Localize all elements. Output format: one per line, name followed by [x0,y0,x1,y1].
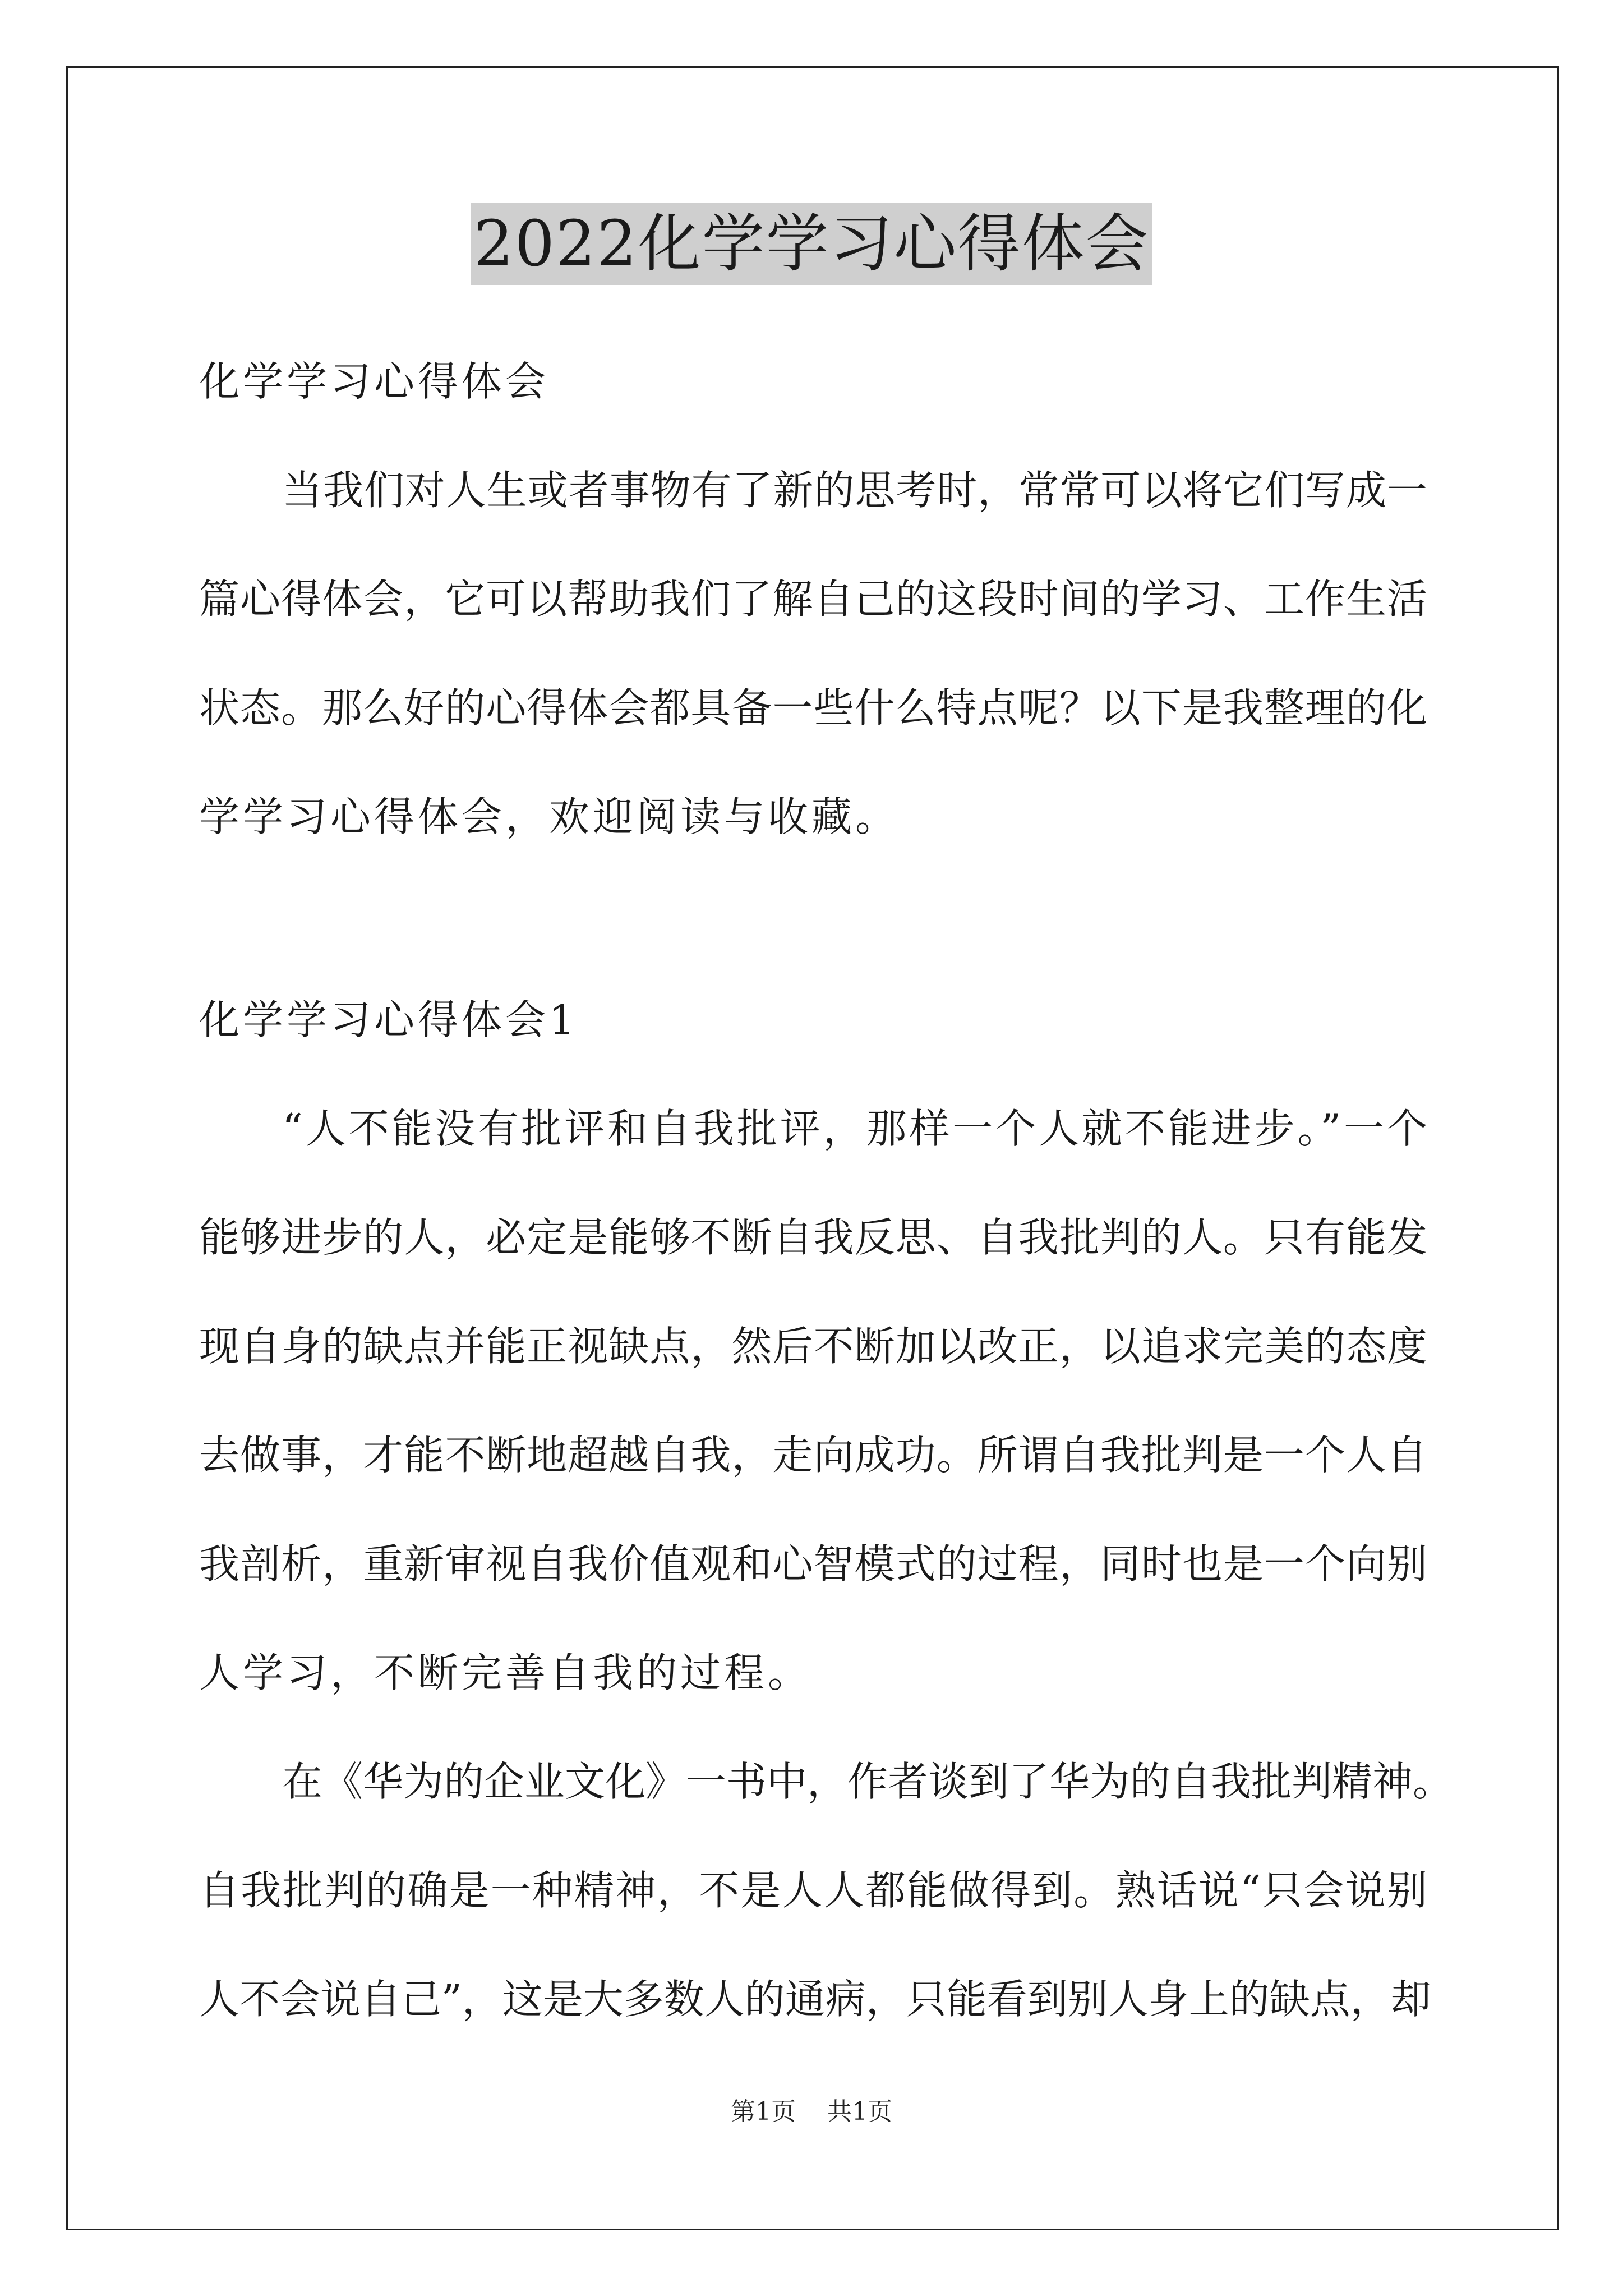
section1-paragraph-line: 能够进步的人，必定是能够不断自我反思、自我批判的人。只有能发 [199,1214,1427,1261]
page-total: 共1页 [827,2097,892,2126]
intro-paragraph-line: 学学习心得体会，欢迎阅读与收藏。 [199,793,900,840]
intro-paragraph-line: 状态。那么好的心得体会都具备一些什么特点呢？以下是我整理的化 [199,684,1427,731]
intro-heading: 化学学习心得体会 [199,358,550,405]
section1-paragraph-line: 现自身的缺点并能正视缺点，然后不断加以改正，以追求完美的态度 [199,1323,1427,1370]
section1-paragraph-line: 我剖析，重新审视自我价值观和心智模式的过程，同时也是一个向别 [199,1540,1427,1588]
intro-paragraph-line: 篇心得体会，它可以帮助我们了解自己的这段时间的学习、工作生活 [199,576,1427,623]
section1-paragraph-line: “人不能没有批评和自我批评，那样一个人就不能进步。”一个 [282,1105,1427,1152]
document-title-text: 2022化学学习心得体会 [471,203,1151,285]
section1-paragraph-line: 人学习，不断完善自我的过程。 [199,1649,812,1696]
section1-paragraph-line: 去做事，才能不断地超越自我，走向成功。所谓自我批判是一个人自 [199,1432,1427,1479]
section1-heading: 化学学习心得体会1 [199,996,578,1043]
page-number: 第1页 [731,2097,796,2126]
page-footer [0,2095,1623,2129]
section1-paragraph2-line: 人不会说自己”，这是大多数人的通病，只能看到别人身上的缺点，却 [199,1976,1431,2023]
section1-paragraph2-line: 在《华为的企业文化》一书中，作者谈到了华为的自我批判精神。 [282,1758,1454,1805]
intro-paragraph-line: 当我们对人生或者事物有了新的思考时，常常可以将它们写成一 [282,467,1427,514]
document-title [0,203,1623,285]
section1-paragraph2-line: 自我批判的确是一种精神，不是人人都能做得到。熟话说“只会说别 [199,1867,1427,1914]
